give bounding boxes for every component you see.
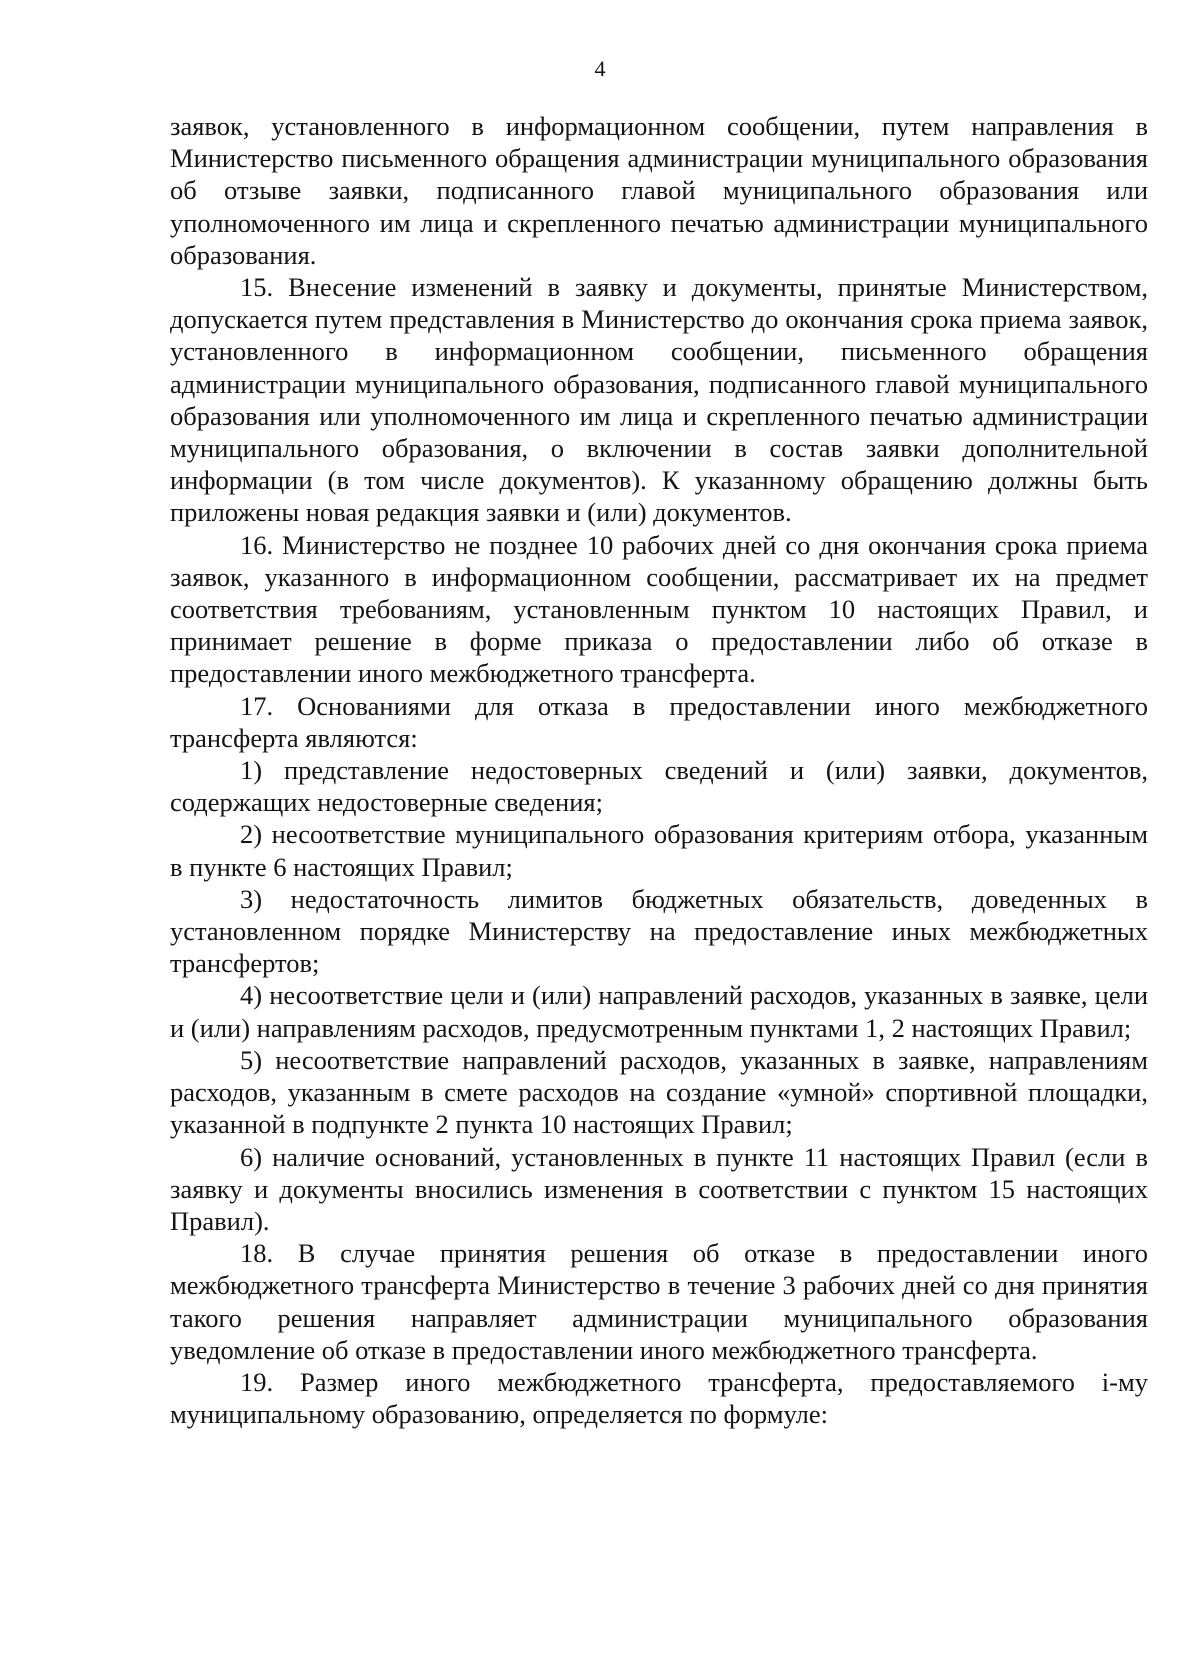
list-item-17-2: 2) несоответствие муниципального образования критериям отбора, указанным в пункте 6 настоящих Правил; [170,819,1148,882]
document-text-body [170,110,1148,1430]
paragraph-16: 16. Министерство не позднее 10 рабочих дней со дня окончания срока приема заявок, указанного в информационном сообщении, рассматривает их на предмет соответствия требованиям, установленным пунктом 10 настоящих Правил, и принимает решение в форме приказа о предоставлении либо об отказе в предоставлении иного межбюджетного трансферта. [170,529,1148,689]
paragraph-17: 17. Основаниями для отказа в предоставлении иного межбюджетного трансферта являются: [170,690,1148,753]
list-item-17-6: 6) наличие оснований, установленных в пункте 11 настоящих Правил (если в заявку и документы вносились изменения в соответствии с пунктом 15 настоящих Правил). [170,1141,1148,1236]
paragraph-14-continuation: заявок, установленного в информационном сообщении, путем направления в Министерство письменного обращения администрации муниципального образования об отзыве заявки, подписанного главой муниципального образования или уполномоченного им лица и скрепленного печатью администрации муниципального образования. [170,111,1148,270]
list-item-17-1: 1) представление недостоверных сведений и (или) заявки, документов, содержащих недостоверные сведения; [170,755,1148,818]
paragraph-15: 15. Внесение изменений в заявку и документы, принятые Министерством, допускается путем представления в Министерство до окончания срока приема заявок, установленного в информационном сообщении, письменного обращения администрации муниципального образования, подписанного главой муниципального образования или уполномоченного им лица и скрепленного печатью администрации муниципального образования, о включении в состав заявки дополнительной информации (в том числе документов). К указанному обращению должны быть приложены новая редакция заявки и (или) документов. [170,272,1148,528]
paragraph-19: 19. Размер иного межбюджетного трансферта, предоставляемого i-му муниципальному образованию, определяется по формуле: [170,1366,1148,1430]
list-item-17-3: 3) недостаточность лимитов бюджетных обязательств, доведенных в установленном порядке Министерству на предоставление иных межбюджетных трансфертов; [170,883,1148,979]
page-number: 4 [594,56,606,81]
list-item-17-4: 4) несоответствие цели и (или) направлений расходов, указанных в заявке, цели и (или) направлениям расходов, предусмотренным пунктами 1, 2 настоящих Правил; [170,980,1148,1043]
list-item-17-5: 5) несоответствие направлений расходов, указанных в заявке, направлениям расходов, указанным в смете расходов на создание «умной» спортивной площадки, указанной в подпункте 2 пункта 10 настоящих Правил; [170,1044,1148,1140]
paragraph-18: 18. В случае принятия решения об отказе в предоставлении иного межбюджетного трансферта Министерство в течение 3 рабочих дней со дня принятия такого решения направляет администрации муниципального образования уведомление об отказе в предоставлении иного межбюджетного трансферта. [170,1238,1148,1365]
